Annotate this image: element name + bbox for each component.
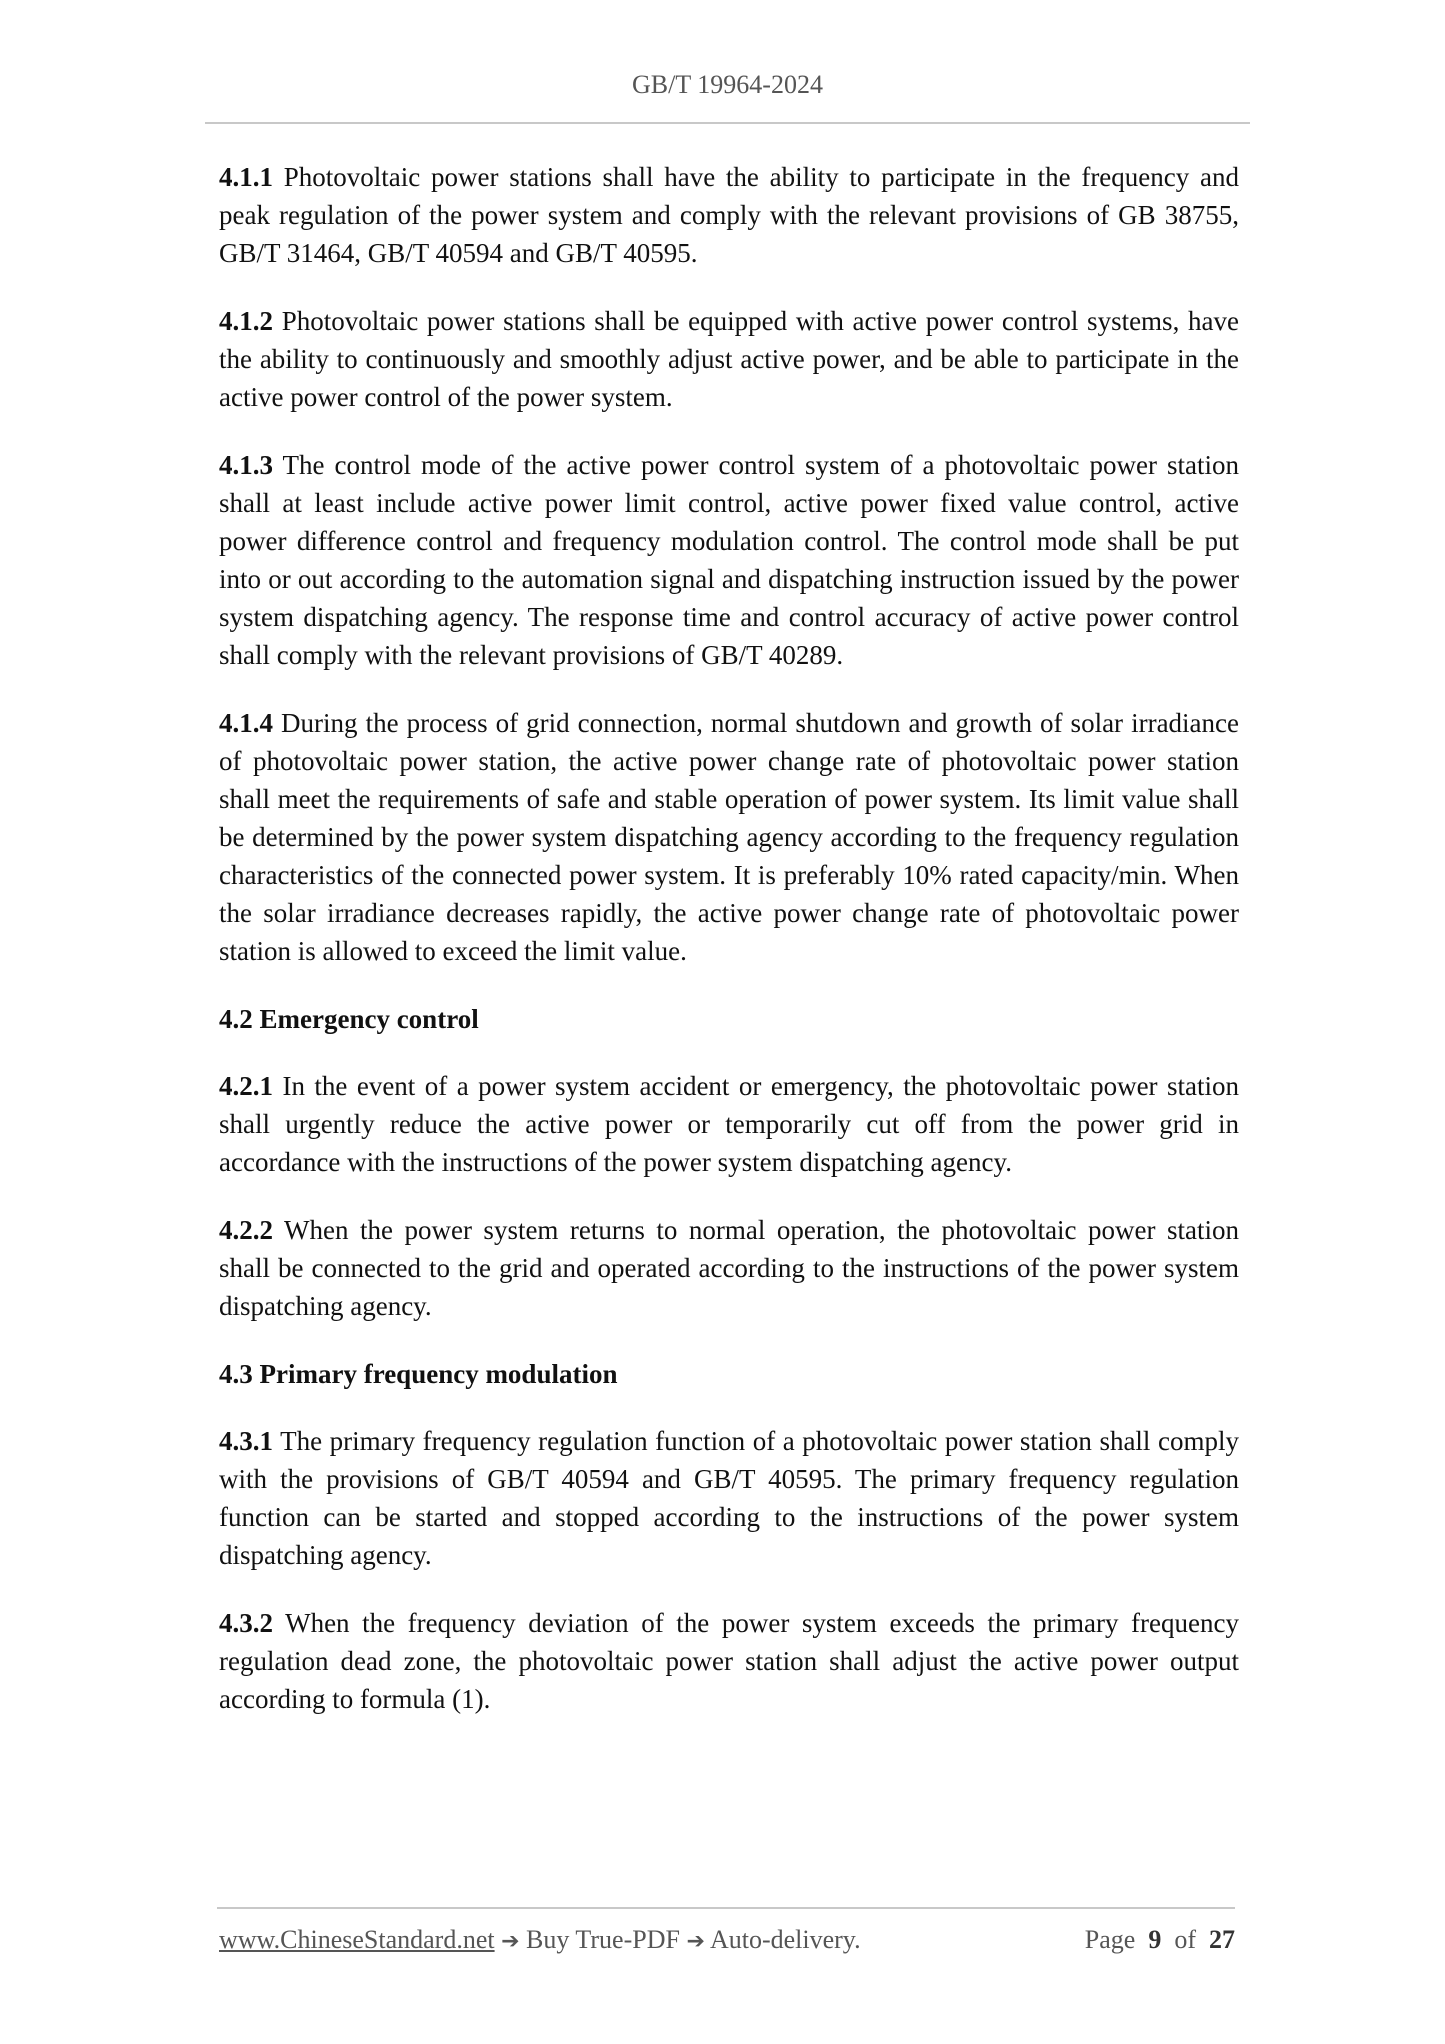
clause-number: 4.2.1	[219, 1071, 273, 1101]
clause-4-3-1	[219, 1422, 1239, 1574]
clause-text: During the process of grid connection, normal shutdown and growth of solar irradiance of photovoltaic power station, the active power change rate of photovoltaic power station shall meet the requirements of safe and stable operation of power system. Its limit value shall be determined by the power system dispatching agency according to the frequency regulation characteristics of the connected power system. It is preferably 10% rated capacity/min. When the solar irradiance decreases rapidly, the active power change rate of photovoltaic power station is allowed to exceed the limit value.	[219, 708, 1240, 966]
site-link[interactable]: www.ChineseStandard.net	[219, 1925, 495, 1954]
auto-delivery-text: Auto-delivery.	[709, 1925, 861, 1954]
arrow-right-icon: ➔	[686, 1929, 705, 1954]
clause-text: Photovoltaic power stations shall have the ability to participate in the frequency and peak regulation of the power system and comply with the relevant provisions of GB 38755, GB/T 31464, GB/T 40594 and GB/T 40595.	[219, 162, 1239, 268]
clause-4-3-2	[219, 1604, 1239, 1718]
clause-text: Photovoltaic power stations shall be equipped with active power control systems, have the ability to continuously and smoothly adjust active power, and be able to participate in the active power control of the power system.	[219, 306, 1239, 412]
clause-text: When the frequency deviation of the power system exceeds the primary frequency regulation dead zone, the photovoltaic power station shall adjust the active power output according to formula (1).	[219, 1608, 1239, 1714]
page-label: Page	[1084, 1925, 1136, 1954]
document-id-header: GB/T 19964-2024	[632, 70, 823, 99]
clause-4-2-2	[219, 1211, 1239, 1325]
clause-4-2-1	[219, 1067, 1239, 1181]
clause-number: 4.3.1	[219, 1426, 273, 1456]
clause-4-1-3	[219, 446, 1239, 674]
document-body	[219, 158, 1239, 1748]
buy-true-pdf-text: Buy True-PDF	[526, 1925, 680, 1954]
clause-number: 4.3.2	[219, 1608, 273, 1638]
clause-4-1-1	[219, 158, 1239, 272]
clause-text: The primary frequency regulation function of a photovoltaic power station shall comply with the provisions of GB/T 40594 and GB/T 40595. The primary frequency regulation function can be started and stopped according to the instructions of the power system dispatching agency.	[219, 1426, 1239, 1570]
footer-divider	[217, 1907, 1235, 1909]
clause-number: 4.1.2	[219, 306, 273, 336]
clause-number: 4.1.3	[219, 450, 273, 480]
clause-text: When the power system returns to normal operation, the photovoltaic power station shall be connected to the grid and operated according to the instructions of the power system dispatching agency.	[219, 1215, 1239, 1321]
footer-promo	[219, 1925, 861, 1955]
clause-number: 4.2.2	[219, 1215, 273, 1245]
header-divider	[205, 122, 1250, 124]
section-heading-4-2: 4.2 Emergency control	[219, 1004, 479, 1034]
page-indicator	[1085, 1925, 1235, 1955]
page-current: 9	[1148, 1925, 1162, 1954]
of-label: of	[1174, 1925, 1196, 1954]
section-heading-4-3: 4.3 Primary frequency modulation	[219, 1359, 618, 1389]
clause-4-1-4	[219, 704, 1239, 970]
page-total: 27	[1209, 1925, 1235, 1954]
clause-text: The control mode of the active power control system of a photovoltaic power station shall at least include active power limit control, active power fixed value control, active power difference control and frequency modulation control. The control mode shall be put into or out according to the automation signal and dispatching instruction issued by the power system dispatching agency. The response time and control accuracy of active power control shall comply with the relevant provisions of GB/T 40289.	[219, 450, 1239, 670]
clause-number: 4.1.1	[219, 162, 273, 192]
clause-4-1-2	[219, 302, 1239, 416]
clause-text: In the event of a power system accident or emergency, the photovoltaic power station shall urgently reduce the active power or temporarily cut off from the power grid in accordance with the instructions of the power system dispatching agency.	[219, 1071, 1239, 1177]
page-footer	[219, 1925, 1235, 1965]
clause-number: 4.1.4	[219, 708, 273, 738]
arrow-right-icon: ➔	[501, 1929, 520, 1954]
